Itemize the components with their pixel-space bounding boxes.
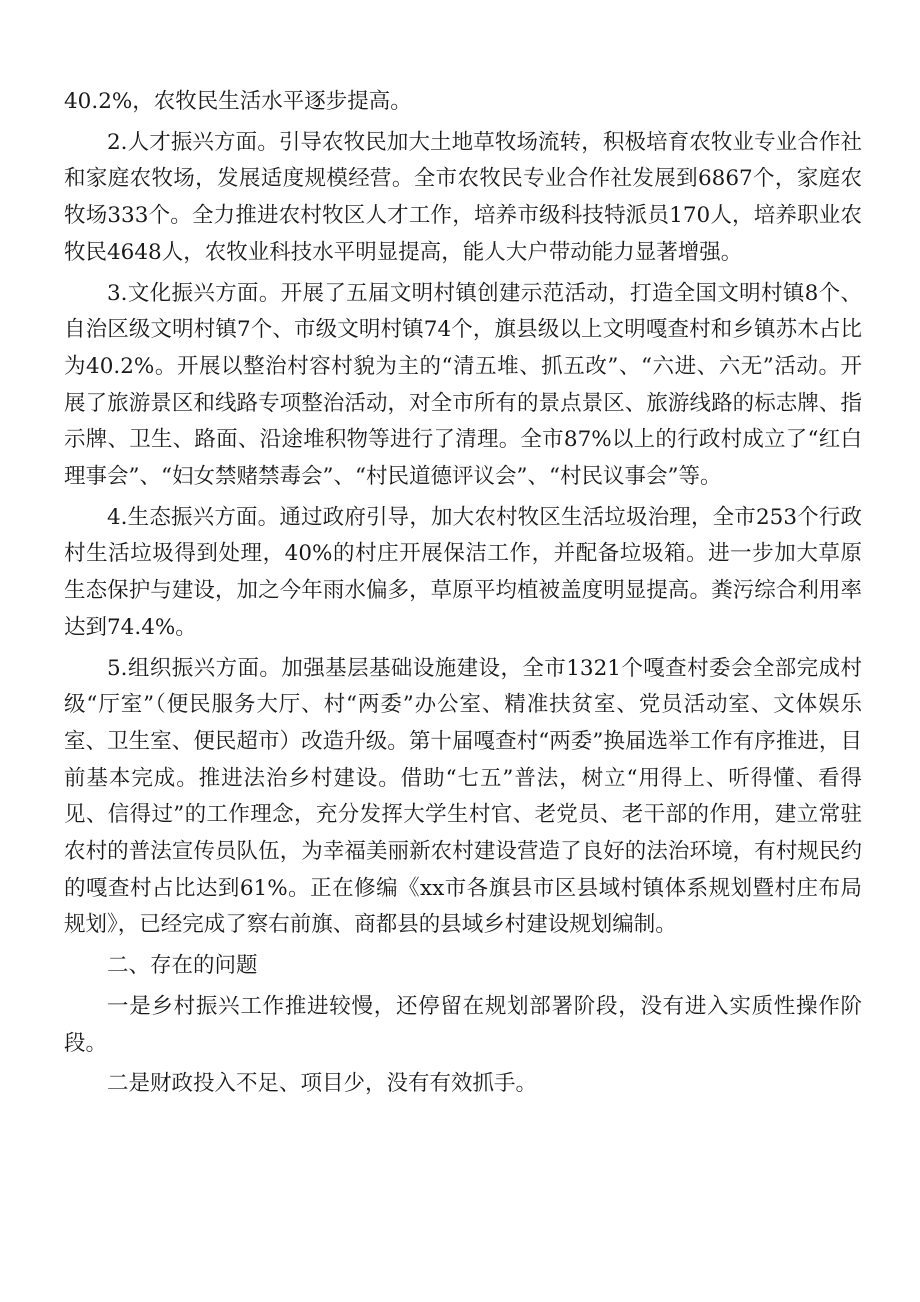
paragraph-continuation: 40.2%，农牧民生活水平逐步提高。 <box>64 89 412 114</box>
paragraph-talent-revitalization: 2.人才振兴方面。引导农牧民加大土地草牧场流转，积极培育农牧业专业合作社和家庭农牧场，发展适度规模经营。全市农牧民专业合作社发展到6867个，家庭农牧场333个。全力推进农村牧区人才工作，培养市级科技特派员170人，培养职业农牧民4648人，农牧业科技水平明显提高，能人大户带动能力显著增强。 <box>64 129 862 265</box>
paragraph-ecology-revitalization: 4.生态振兴方面。通过政府引导，加大农村牧区生活垃圾治理，全市253个行政村生活垃圾得到处理，40%的村庄开展保洁工作，并配备垃圾箱。进一步加大草原生态保护与建设，加之今年雨水偏多，草原平均植被盖度明显提高。粪污综合利用率达到74.4%。 <box>64 504 862 640</box>
paragraph-problem-two: 二是财政投入不足、项目少，没有有效抓手。 <box>107 1071 538 1097</box>
document-body <box>64 84 862 1103</box>
paragraph-problem-one: 一是乡村振兴工作推进较慢，还停留在规划部署阶段，没有进入实质性操作阶段。 <box>64 993 862 1056</box>
paragraph-organization-revitalization: 5.组织振兴方面。加强基层基础设施建设，全市1321个嘎查村委会全部完成村级“厅室”（便民服务大厅、村“两委”办公室、精准扶贫室、党员活动室、文体娱乐室、卫生室、便民超市）改造升级。第十届嘎查村“两委”换届选举工作有序推进，目前基本完成。推进法治乡村建设。借助“七五”普法，树立“用得上、听得懂、看得见、信得过”的工作理念，充分发挥大学生村官、老党员、老干部的作用，建立常驻农村的普法宣传员队伍，为幸福美丽新农村建设营造了良好的法治环境，有村规民约的嘎查村占比达到61%。正在修编《xx市各旗县市区县域村镇体系规划暨村庄布局规划》，已经完成了察右前旗、商都县的县域乡村建设规划编制。 <box>64 655 862 938</box>
paragraph-culture-revitalization: 3.文化振兴方面。开展了五届文明村镇创建示范活动，打造全国文明村镇8个、自治区级文明村镇7个、市级文明村镇74个，旗县级以上文明嘎查村和乡镇苏木占比为40.2%。开展以整治村容村貌为主的“清五堆、抓五改”、“六进、六无”活动。开展了旅游景区和线路专项整治活动，对全市所有的景点景区、旅游线路的标志牌、指示牌、卫生、路面、沿途堆积物等进行了清理。全市87%以上的行政村成立了“红白理事会”、“妇女禁赌禁毒会”、“村民道德评议会”、“村民议事会”等。 <box>64 280 862 490</box>
section-heading-problems: 二、存在的问题 <box>107 953 258 979</box>
